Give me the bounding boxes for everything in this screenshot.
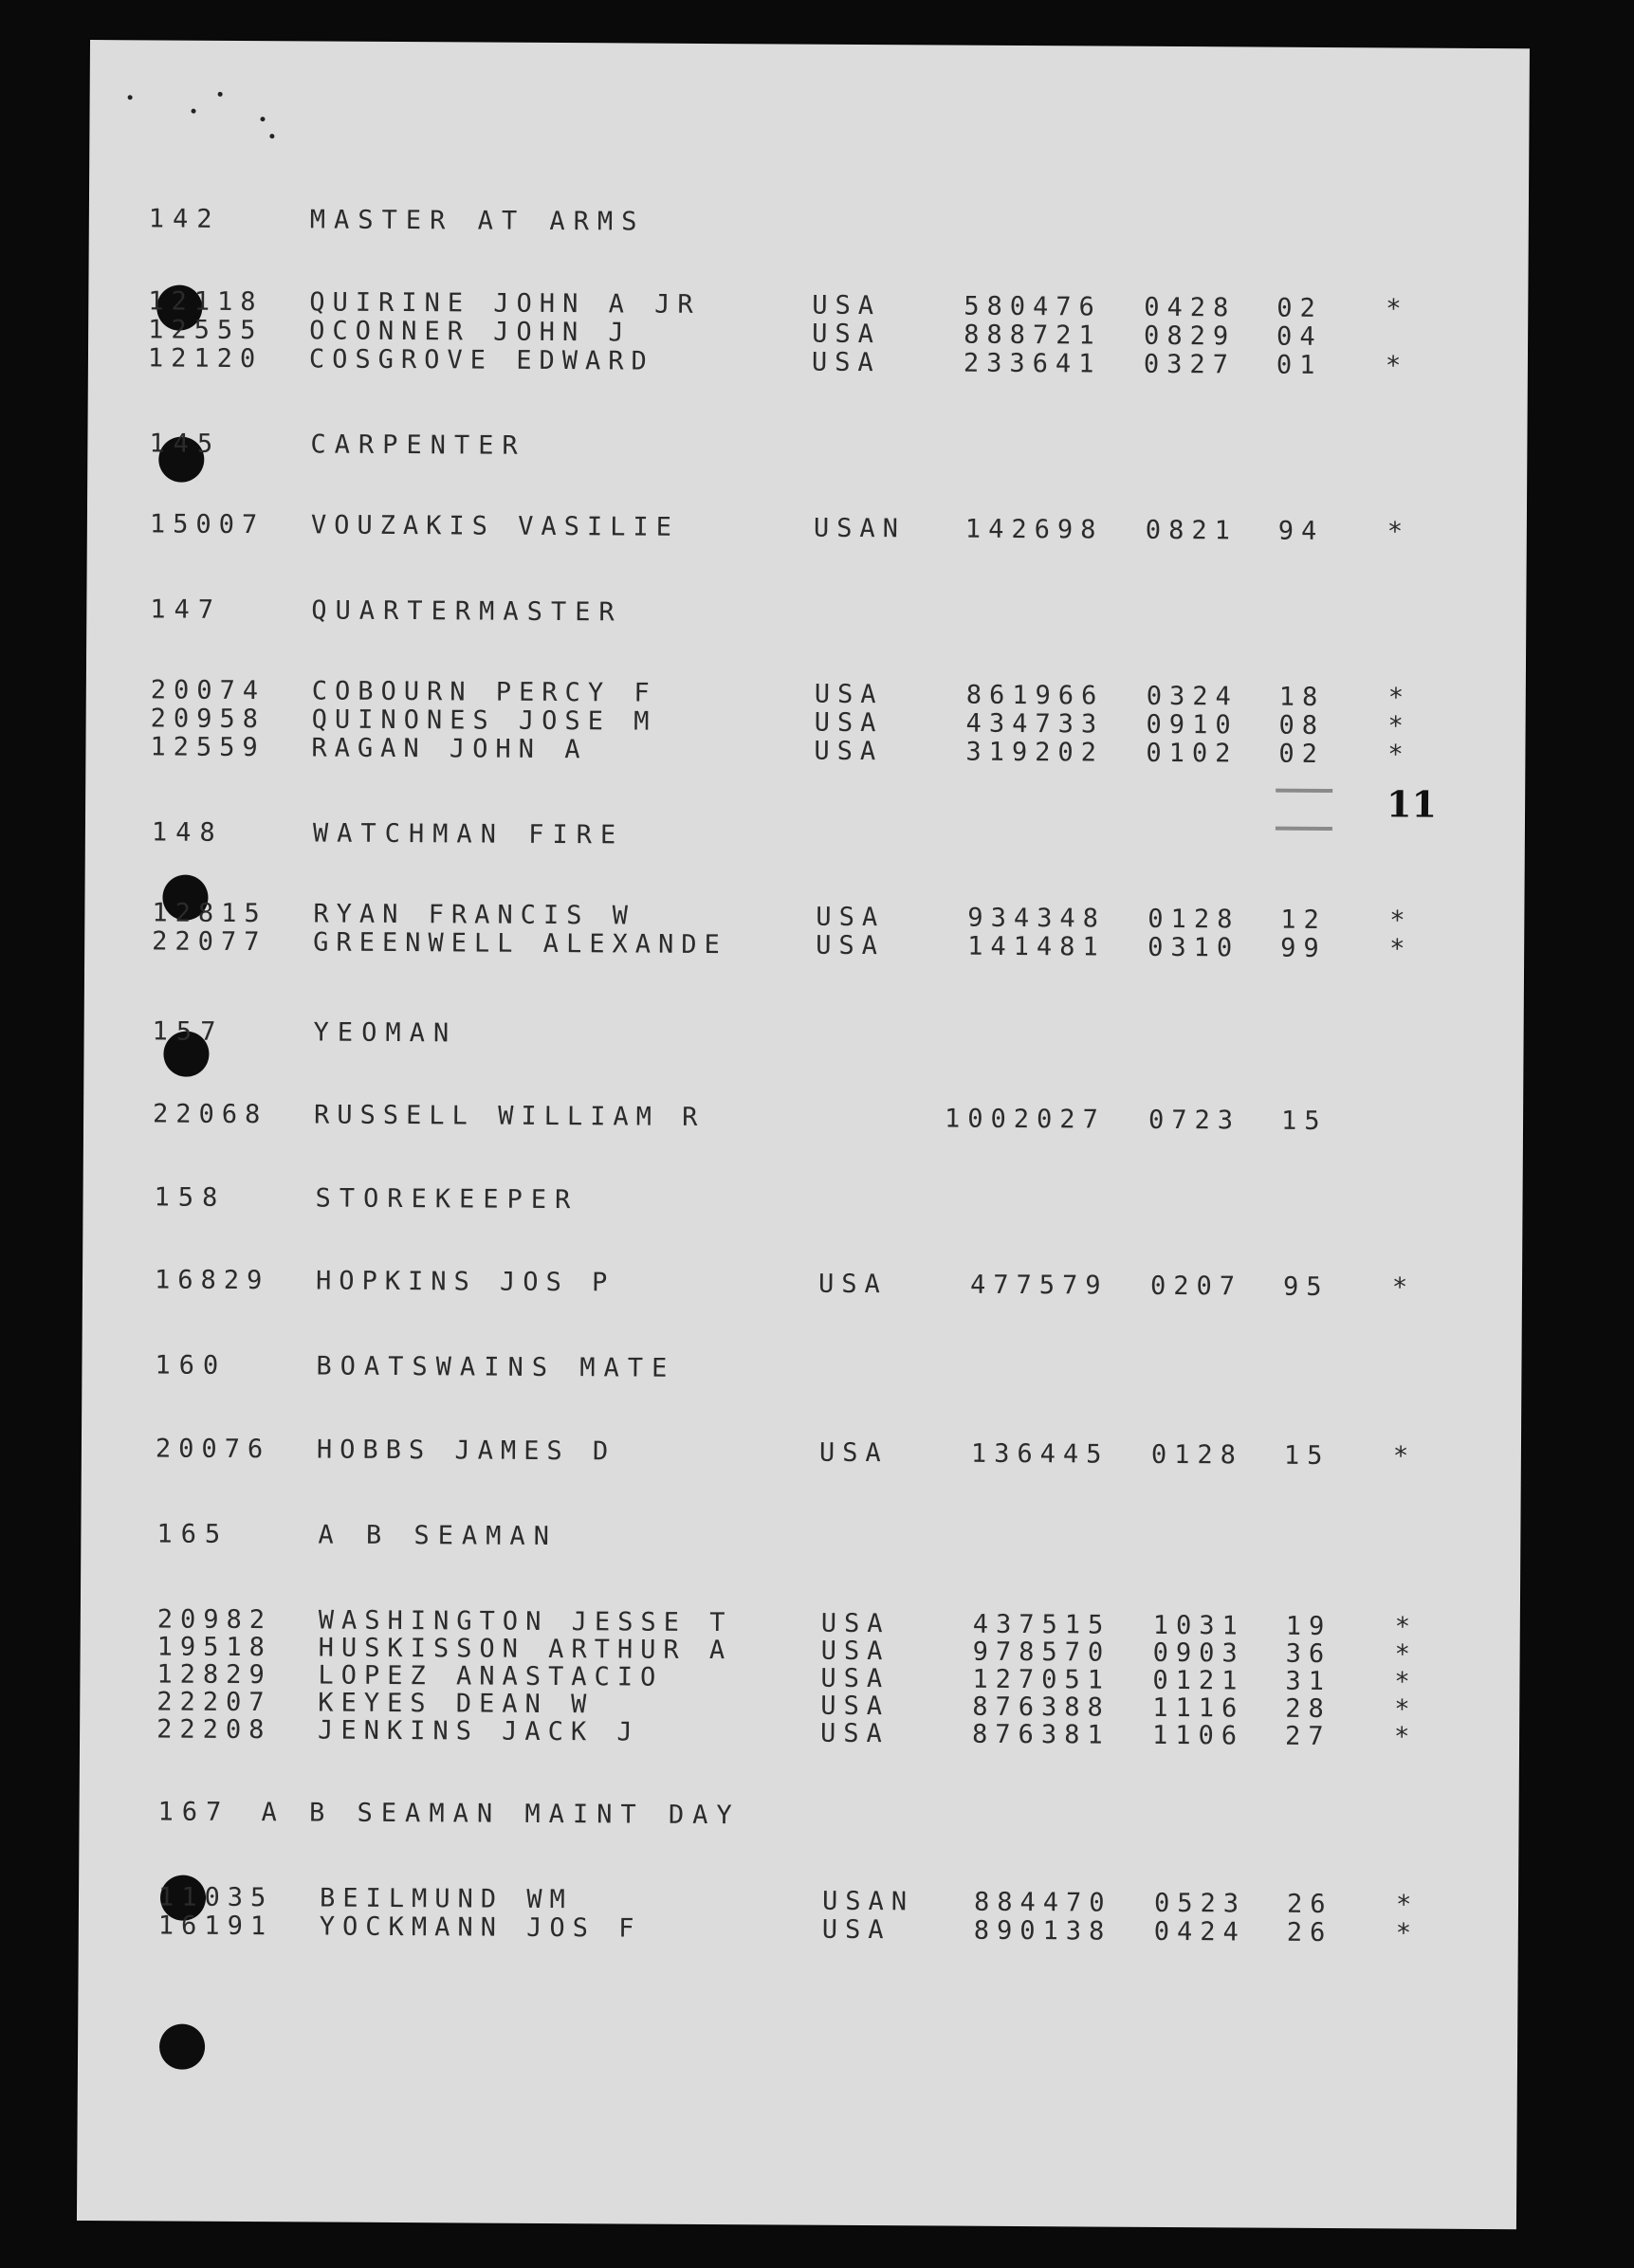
section-title: STOREKEEPER: [315, 1183, 579, 1216]
section-rows: [157, 1882, 1598, 1948]
flag: *: [1394, 1694, 1418, 1725]
number: 233641: [963, 348, 1102, 379]
speck: [269, 134, 274, 138]
date: 0128: [1147, 904, 1240, 935]
section-rows: [150, 675, 1590, 770]
crew-name: COBOURN PERCY F: [311, 676, 657, 708]
nationality: USA: [820, 1663, 890, 1694]
ledger-page: [77, 40, 1530, 2229]
number: 876388: [972, 1692, 1111, 1723]
nationality: USA: [814, 707, 884, 739]
date: 0723: [1147, 1105, 1241, 1136]
number: 127051: [972, 1664, 1111, 1695]
crew-id: 20076: [155, 1434, 271, 1465]
code: 02: [1278, 739, 1326, 769]
section-rows: [147, 286, 1588, 381]
number: 437515: [972, 1609, 1111, 1640]
section-rows: [152, 898, 1591, 964]
flag: *: [1389, 905, 1413, 936]
crew-name: RUSSELL WILLIAM R: [313, 1100, 706, 1132]
crew-id: 20982: [156, 1604, 273, 1636]
code: 12: [1280, 905, 1327, 935]
crew-id: 22207: [156, 1687, 272, 1718]
crew-name: JENKINS JACK J: [318, 1715, 640, 1747]
crew-id: 16191: [157, 1911, 274, 1942]
code: 04: [1276, 321, 1323, 352]
number: 1002027: [944, 1104, 1106, 1135]
nationality: USA: [818, 1437, 889, 1469]
crew-name: LOPEZ ANASTACIO: [318, 1660, 664, 1692]
table-row: [155, 1265, 1594, 1302]
date: 0128: [1150, 1439, 1244, 1471]
nationality: USAN: [821, 1886, 915, 1917]
code: 15: [1280, 1106, 1328, 1136]
crew-name: KEYES DEAN W: [318, 1688, 595, 1720]
crew-id: 20074: [150, 675, 266, 706]
section-code: 167: [157, 1797, 230, 1827]
flag: *: [1394, 1612, 1419, 1642]
code: 95: [1282, 1271, 1330, 1303]
section-title: WATCHMAN FIRE: [312, 818, 625, 850]
nationality: USA: [812, 319, 881, 350]
section-rows: [156, 1604, 1597, 1752]
section-rows: [154, 1265, 1594, 1303]
nationality: USA: [820, 1691, 890, 1722]
code: 28: [1285, 1693, 1331, 1725]
nationality: USA: [816, 902, 886, 933]
crew-name: QUINONES JOSE M: [311, 704, 657, 737]
flag: *: [1387, 740, 1411, 770]
section-code: 165: [156, 1519, 229, 1549]
code: 31: [1285, 1666, 1332, 1697]
crew-name: HOBBS JAMES D: [316, 1435, 616, 1467]
flag: *: [1389, 934, 1413, 964]
table-row: [156, 1434, 1595, 1471]
crew-id: 12815: [152, 898, 267, 929]
flag: *: [1385, 351, 1409, 381]
code: 01: [1276, 350, 1323, 380]
pencil-mark: [1276, 827, 1332, 831]
section-title: CARPENTER: [310, 430, 526, 461]
crew-name: YOCKMANN JOS F: [319, 1911, 642, 1944]
crew-name: QUIRINE JOHN A JR: [309, 287, 701, 320]
date: 0829: [1144, 320, 1237, 352]
crew-name: WASHINGTON JESSE T: [318, 1605, 733, 1638]
section-boatswains-mate: [83, 1350, 1522, 1383]
date: 0424: [1153, 1916, 1246, 1948]
code: 26: [1286, 1917, 1333, 1948]
flag: *: [1394, 1639, 1418, 1670]
crew-name: RAGAN JOHN A: [311, 733, 588, 765]
date: 0910: [1146, 709, 1239, 741]
crew-id: 11035: [157, 1882, 274, 1913]
section-code: 148: [151, 817, 224, 848]
section-quartermaster: [86, 594, 1526, 628]
date: 0523: [1153, 1888, 1247, 1919]
section-title: A B SEAMAN: [318, 1520, 559, 1552]
date: 0428: [1144, 292, 1237, 323]
section-code: 160: [155, 1350, 228, 1381]
section-ab-seaman: [81, 1519, 1520, 1552]
crew-id: 20958: [150, 704, 266, 735]
code: 26: [1286, 1889, 1333, 1920]
flag: *: [1387, 711, 1411, 741]
crew-name: GREENWELL ALEXANDE: [313, 927, 727, 960]
flag: *: [1395, 1918, 1420, 1948]
section-code: 157: [152, 1016, 225, 1047]
nationality: USA: [814, 736, 884, 767]
number: 890138: [973, 1915, 1112, 1947]
crew-id: 22077: [152, 926, 267, 958]
number: 319202: [965, 737, 1105, 768]
code: 08: [1278, 710, 1326, 741]
section-yeoman: [84, 1016, 1524, 1049]
section-title: YEOMAN: [313, 1017, 458, 1049]
section-code: 142: [148, 204, 221, 234]
number: 876381: [972, 1719, 1111, 1750]
number: 141481: [967, 931, 1106, 962]
code: 36: [1285, 1638, 1332, 1670]
section-master-at-arms: [89, 204, 1529, 237]
date: 1031: [1152, 1610, 1245, 1641]
number: 888721: [964, 320, 1102, 351]
number: 861966: [965, 680, 1105, 711]
crew-name: VOUZAKIS VASILIE: [310, 510, 680, 542]
crew-id: 22068: [152, 1099, 268, 1130]
section-title: QUARTERMASTER: [311, 595, 623, 628]
code: 19: [1285, 1611, 1332, 1642]
page-number: 11: [1386, 782, 1438, 826]
date: 1116: [1152, 1692, 1245, 1724]
nationality: USAN: [813, 513, 906, 544]
nationality: USA: [821, 1914, 891, 1946]
crew-name: RYAN FRANCIS W: [313, 899, 636, 931]
code: 99: [1280, 933, 1327, 963]
flag: *: [1387, 683, 1412, 713]
nationality: USA: [812, 290, 882, 321]
number: 142698: [964, 514, 1104, 545]
crew-id: 12120: [147, 343, 264, 375]
pencil-mark: [1276, 789, 1332, 793]
crew-name: BEILMUND WM: [319, 1883, 573, 1915]
section-rows: [149, 509, 1589, 547]
flag: *: [1391, 1272, 1416, 1303]
number: 580476: [964, 291, 1102, 322]
speck: [128, 95, 133, 100]
number: 978570: [972, 1637, 1111, 1668]
section-title: A B SEAMAN MAINT DAY: [261, 1798, 741, 1831]
flag: *: [1386, 294, 1409, 324]
nationality: USA: [820, 1718, 890, 1749]
date: 1106: [1152, 1720, 1245, 1751]
speck: [260, 117, 265, 121]
flag: *: [1392, 1441, 1417, 1472]
table-row: [153, 1099, 1592, 1136]
date: 0310: [1147, 932, 1240, 963]
crew-id: 22208: [156, 1714, 272, 1746]
flag: *: [1394, 1667, 1418, 1697]
section-code: 147: [150, 594, 223, 625]
date: 0327: [1143, 349, 1237, 380]
section-storekeeper: [83, 1182, 1523, 1216]
speck: [218, 92, 223, 97]
code: 02: [1276, 293, 1323, 323]
number: 934348: [967, 903, 1106, 934]
section-carpenter: [87, 429, 1527, 461]
flag: *: [1395, 1890, 1420, 1920]
date: 0121: [1152, 1665, 1245, 1696]
nationality: USA: [820, 1608, 890, 1639]
date: 0102: [1146, 738, 1239, 769]
crew-id: 16829: [154, 1265, 270, 1296]
date: 0207: [1149, 1271, 1243, 1302]
code: 18: [1278, 682, 1326, 712]
section-rows: [155, 1434, 1595, 1472]
date: 0324: [1146, 681, 1239, 712]
date: 0821: [1145, 515, 1238, 546]
code: 94: [1277, 516, 1325, 546]
crew-name: HUSKISSON ARTHUR A: [318, 1633, 733, 1666]
nationality: USA: [811, 347, 881, 378]
nationality: USA: [814, 679, 884, 710]
crew-id: 12559: [150, 732, 266, 763]
speck: [192, 109, 196, 114]
flag: *: [1393, 1722, 1418, 1752]
number: 136445: [970, 1438, 1110, 1470]
nationality: USA: [817, 1269, 888, 1300]
section-code: 158: [154, 1182, 227, 1213]
crew-id: 19518: [156, 1632, 273, 1663]
section-title: BOATSWAINS MATE: [316, 1351, 676, 1383]
section-ab-seaman-maint-day: [80, 1797, 1519, 1831]
nationality: USA: [816, 930, 886, 961]
section-code: 145: [149, 429, 222, 459]
crew-name: OCONNER JOHN J: [309, 316, 632, 348]
crew-id: 15007: [149, 509, 266, 540]
crew-id: 12118: [148, 286, 264, 318]
number: 434733: [965, 708, 1105, 740]
crew-id: 12829: [156, 1659, 272, 1691]
code: 27: [1284, 1721, 1331, 1752]
section-watchman-fire: [85, 817, 1525, 850]
crew-id: 12555: [148, 315, 264, 346]
date: 0903: [1152, 1637, 1245, 1669]
section-title: MASTER AT ARMS: [309, 205, 646, 237]
section-rows: [152, 1099, 1592, 1136]
number: 884470: [973, 1887, 1112, 1918]
crew-name: COSGROVE EDWARD: [308, 344, 654, 376]
flag: *: [1386, 517, 1411, 547]
code: 15: [1283, 1440, 1331, 1472]
table-row: [150, 509, 1589, 546]
nationality: USA: [820, 1636, 890, 1667]
number: 477579: [969, 1270, 1109, 1301]
crew-name: HOPKINS JOS P: [315, 1266, 615, 1298]
